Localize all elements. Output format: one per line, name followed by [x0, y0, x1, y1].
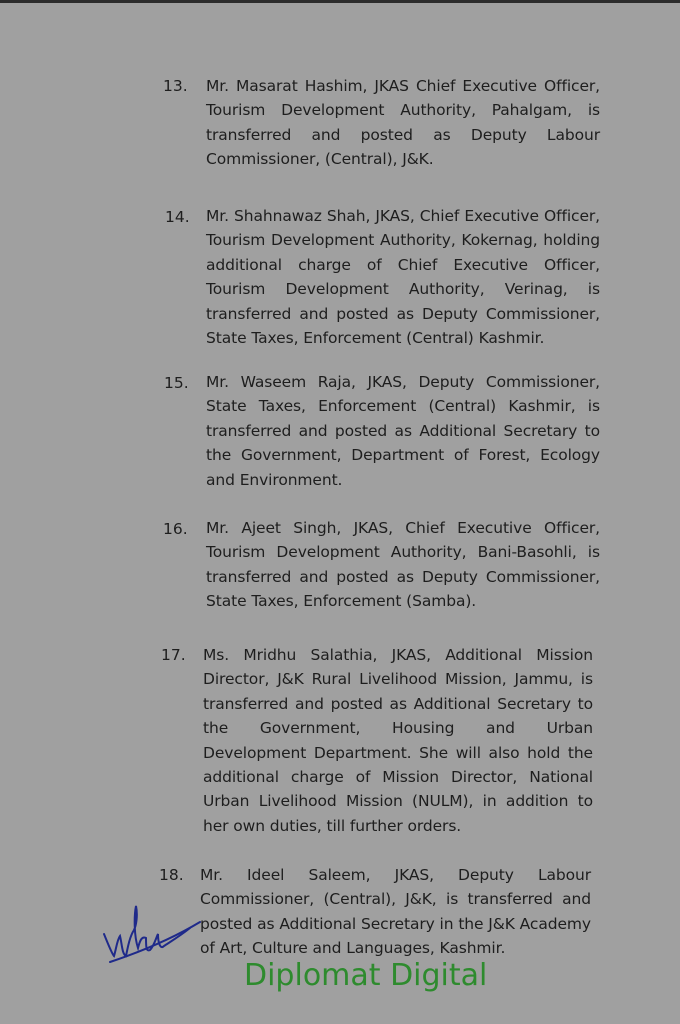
item-number: 18. — [159, 866, 184, 884]
item-number: 16. — [163, 520, 188, 538]
signature-icon — [100, 896, 210, 966]
item-number: 13. — [163, 77, 188, 95]
item-number: 15. — [164, 374, 189, 392]
item-text: Mr. Ideel Saleem, JKAS, Deputy Labour Commissioner, (Central), J&K, is transferred and posted as Additional Secretary in the J&K Academy of Art, Culture and Languages, Kashmir. — [200, 866, 591, 958]
top-edge-bar — [0, 0, 680, 3]
item-number: 14. — [165, 208, 190, 226]
item-text: Mr. Masarat Hashim, JKAS Chief Executive Officer, Tourism Development Authority, Pahalgam, is transferred and posted as Deputy Labour Commissioner, (Central), J&K. — [206, 77, 600, 169]
item-text: Mr. Ajeet Singh, JKAS, Chief Executive Officer, Tourism Development Authority, Bani-Basohli, is transferred and posted as Deputy Commissioner, State Taxes, Enforcement (Samba). — [206, 519, 600, 611]
item-number: 17. — [161, 646, 186, 664]
watermark: Diplomat Digital — [244, 958, 488, 993]
item-text: Ms. Mridhu Salathia, JKAS, Additional Mission Director, J&K Rural Livelihood Mission, Jammu, is transferred and posted as Additional Secretary to the Government, Housing and Urban Development Department. She will also hold the additional charge of Mission Director, National Urban Livelihood Mission (NULM), in addition to her own duties, till further orders. — [203, 646, 593, 835]
item-text: Mr. Shahnawaz Shah, JKAS, Chief Executive Officer, Tourism Development Authority, Kokernag, holding additional charge of Chief Executive Officer, Tourism Development Authority, Verinag, is transferred and posted as Deputy Commissioner, State Taxes, Enforcement (Central) Kashmir. — [206, 207, 600, 348]
item-text: Mr. Waseem Raja, JKAS, Deputy Commissioner, State Taxes, Enforcement (Central) Kashmir, is transferred and posted as Additional Secretary to the Government, Department of Forest, Ecology and Environment. — [206, 373, 600, 489]
